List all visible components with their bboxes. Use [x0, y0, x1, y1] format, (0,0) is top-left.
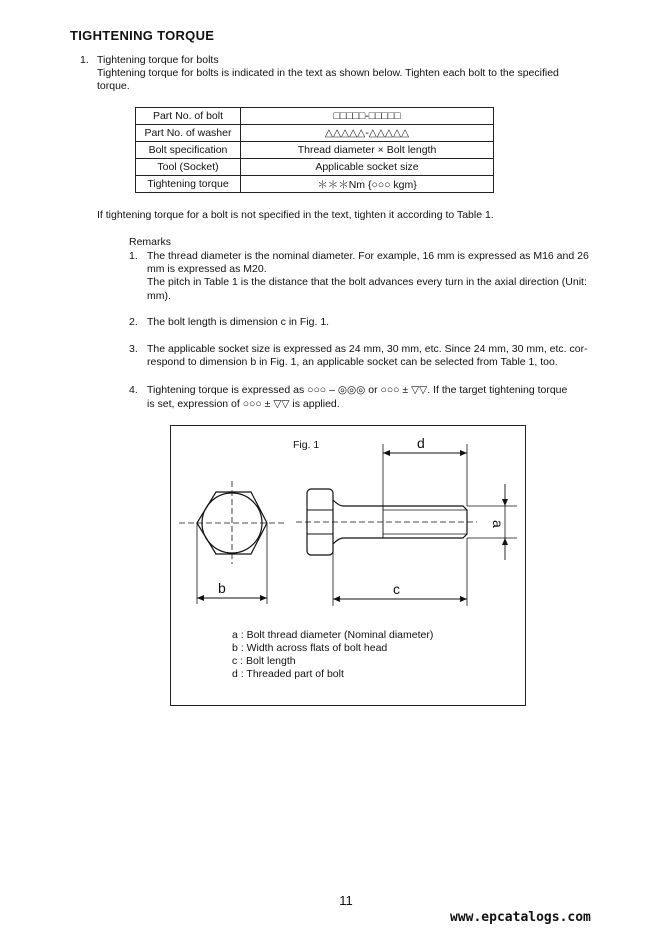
table-row	[136, 142, 494, 159]
watermark-text: www.epcatalogs.com	[450, 910, 591, 925]
remark-number: 2.	[129, 316, 138, 328]
remark-2-line1: The bolt length is dimension c in Fig. 1.	[147, 316, 330, 328]
table-label-cell: Tool (Socket)	[136, 159, 241, 176]
section-intro-line2: torque.	[97, 80, 130, 92]
table-value-cell: Applicable socket size	[241, 159, 494, 176]
dim-label-c: c	[393, 581, 400, 597]
remark-1-line1: The thread diameter is the nominal diameter. For example, 16 mm is expressed as M16 and 26	[147, 250, 589, 262]
table-label-cell: Tightening torque	[136, 176, 241, 193]
table-row	[136, 159, 494, 176]
table-value-cell: ＊＊＊Nm {○○○ kgm}	[241, 176, 494, 193]
hex-head-end-view	[179, 481, 285, 604]
dim-label-b: b	[218, 580, 226, 596]
figure-box	[170, 425, 526, 706]
remark-number: 3.	[129, 343, 138, 355]
legend-item-c: c : Bolt length	[232, 655, 296, 667]
table-label-cell: Part No. of bolt	[136, 108, 241, 125]
remarks-heading: Remarks	[129, 236, 172, 248]
note-text: If tightening torque for a bolt is not specified in the text, tighten it according to Table 1.	[97, 209, 494, 221]
remark-1-line3: The pitch in Table 1 is the distance that the bolt advances every turn in the axial direction (Unit:	[147, 276, 587, 288]
figure-caption: Fig. 1	[293, 439, 320, 451]
legend-item-b: b : Width across flats of bolt head	[232, 642, 388, 654]
section-heading: Tightening torque for bolts	[97, 54, 219, 66]
table-value-cell: Thread diameter × Bolt length	[241, 142, 494, 159]
remark-4-line1: Tightening torque is expressed as ○○○ – ◎◎◎ or ○○○ ± ▽▽. If the target tightening torque	[147, 384, 568, 396]
legend-item-a: a : Bolt thread diameter (Nominal diameter)	[232, 629, 434, 641]
table-row	[136, 176, 494, 193]
bolt-spec-table	[135, 107, 494, 193]
section-number: 1.	[80, 54, 89, 66]
section-intro-line1: Tightening torque for bolts is indicated in the text as shown below. Tighten each bolt to the specified	[97, 67, 559, 79]
remark-3-line1: The applicable socket size is expressed as 24 mm, 30 mm, etc. Since 24 mm, 30 mm, etc. cor-	[147, 343, 588, 355]
remark-3-line2: respond to dimension b in Fig. 1, an applicable socket can be selected from Table 1, too.	[147, 356, 558, 368]
remark-number: 4.	[129, 384, 138, 396]
remark-4-line2: is set, expression of ○○○ ± ▽▽ is applied.	[147, 398, 340, 410]
page-title: TIGHTENING TORQUE	[70, 28, 215, 43]
page-number: 11	[339, 893, 353, 908]
dim-label-a: a	[490, 520, 506, 528]
remark-1-line4: mm).	[147, 290, 171, 302]
bolt-side-view	[296, 444, 517, 606]
remark-number: 1.	[129, 250, 138, 262]
table-value-cell: △△△△△-△△△△△	[241, 125, 494, 142]
bolt-diagram	[171, 426, 527, 707]
legend-item-d: d : Threaded part of bolt	[232, 668, 344, 680]
remark-1-line2: mm is expressed as M20.	[147, 263, 267, 275]
dim-label-d: d	[417, 435, 425, 451]
table-row	[136, 125, 494, 142]
table-value-cell: □□□□□-□□□□□	[241, 108, 494, 125]
table-label-cell: Part No. of washer	[136, 125, 241, 142]
table-row	[136, 108, 494, 125]
table-label-cell: Bolt specification	[136, 142, 241, 159]
